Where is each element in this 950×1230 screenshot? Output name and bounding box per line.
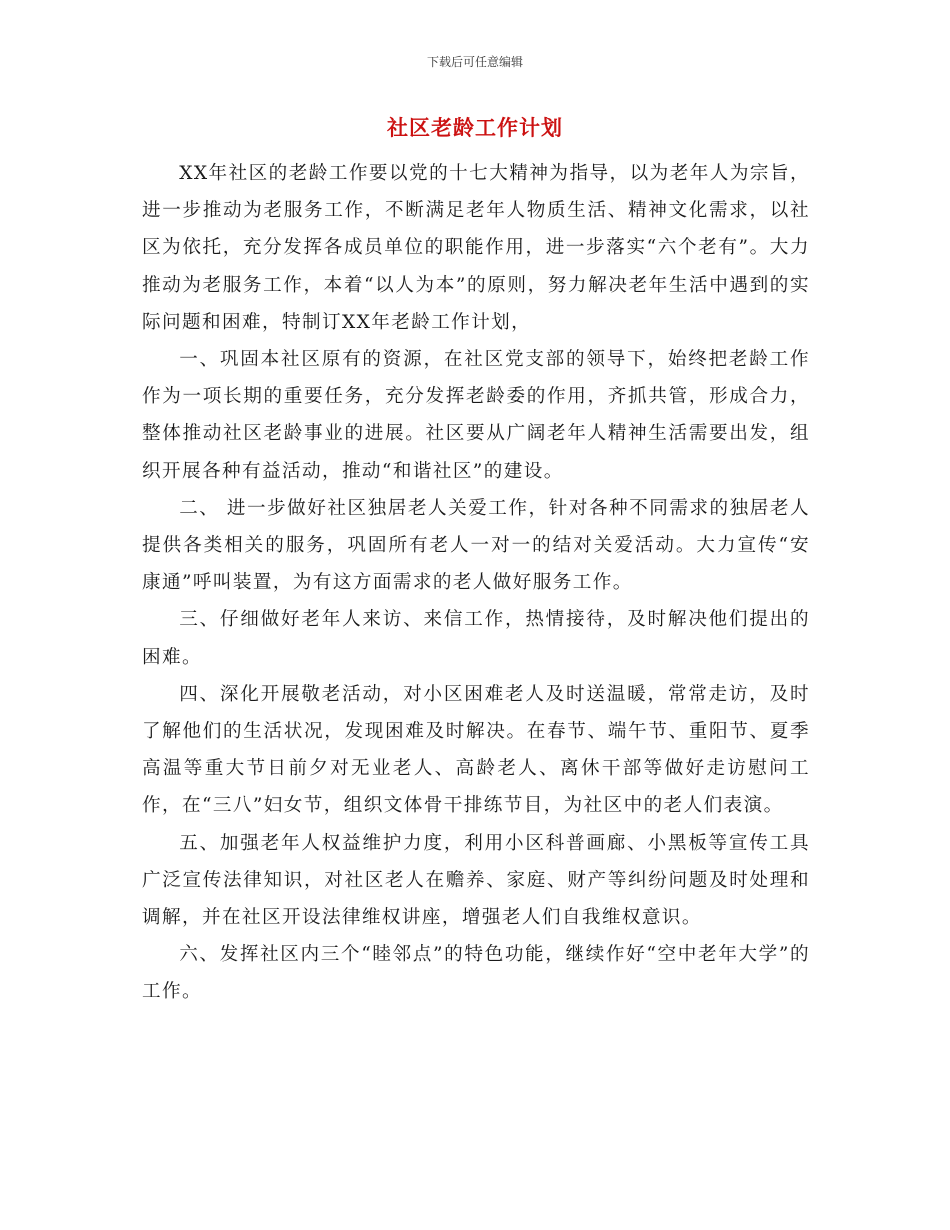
paragraph-item-6: 六、发挥社区内三个“睦邻点”的特色功能，继续作好“空中老年大学”的工作。 <box>142 944 810 1003</box>
document-title: 社区老龄工作计划 <box>387 116 563 140</box>
paragraph-item-1: 一、巩固本社区原有的资源，在社区党支部的领导下，始终把老龄工作作为一项长期的重要任务，充分发挥老龄委的作用，齐抓共管，形成合力，整体推动社区老龄事业的进展。社区要从广阔老年人精神生活需要出发，组织开展各种有益活动，推动“和谐社区”的建设。 <box>142 349 810 482</box>
paragraph-item-2: 二、 进一步做好社区独居老人关爱工作，针对各种不同需求的独居老人提供各类相关的服务，巩固所有老人一对一的结对关爱活动。大力宣传“安康通”呼叫装置，为有这方面需求的老人做好服务工作。 <box>142 497 810 594</box>
paragraph-item-4: 四、深化开展敬老活动，对小区困难老人及时送温暖，常常走访，及时了解他们的生活状况，发现困难及时解决。在春节、端午节、重阳节、夏季高温等重大节日前夕对无业老人、高龄老人、离休干部等做好走访慰问工作，在“三八”妇女节，组织文体骨干排练节目，为社区中的老人们表演。 <box>142 683 810 817</box>
paragraph-item-5: 五、加强老年人权益维护力度，利用小区科普画廊、小黑板等宣传工具广泛宣传法律知识，对社区老人在赡养、家庭、财产等纠纷问题及时处理和调解，并在社区开设法律维权讲座，增强老人们自我维权意识。 <box>142 832 810 929</box>
document-body <box>142 155 810 1011</box>
header-note: 下载后可任意编辑 <box>426 55 523 69</box>
paragraph-intro: XX年社区的老龄工作要以党的十七大精神为指导，以为老年人为宗旨，进一步推动为老服务工作，不断满足老年人物质生活、精神文化需求，以社区为依托，充分发挥各成员单位的职能作用，进一步落实“六个老有”。大力推动为老服务工作，本着“以人为本”的原则，努力解决老年生活中遇到的实际问题和困难，特制订XX年老龄工作计划， <box>142 163 810 333</box>
paragraph-item-3: 三、仔细做好老年人来访、来信工作，热情接待，及时解决他们提出的困难。 <box>142 609 810 668</box>
